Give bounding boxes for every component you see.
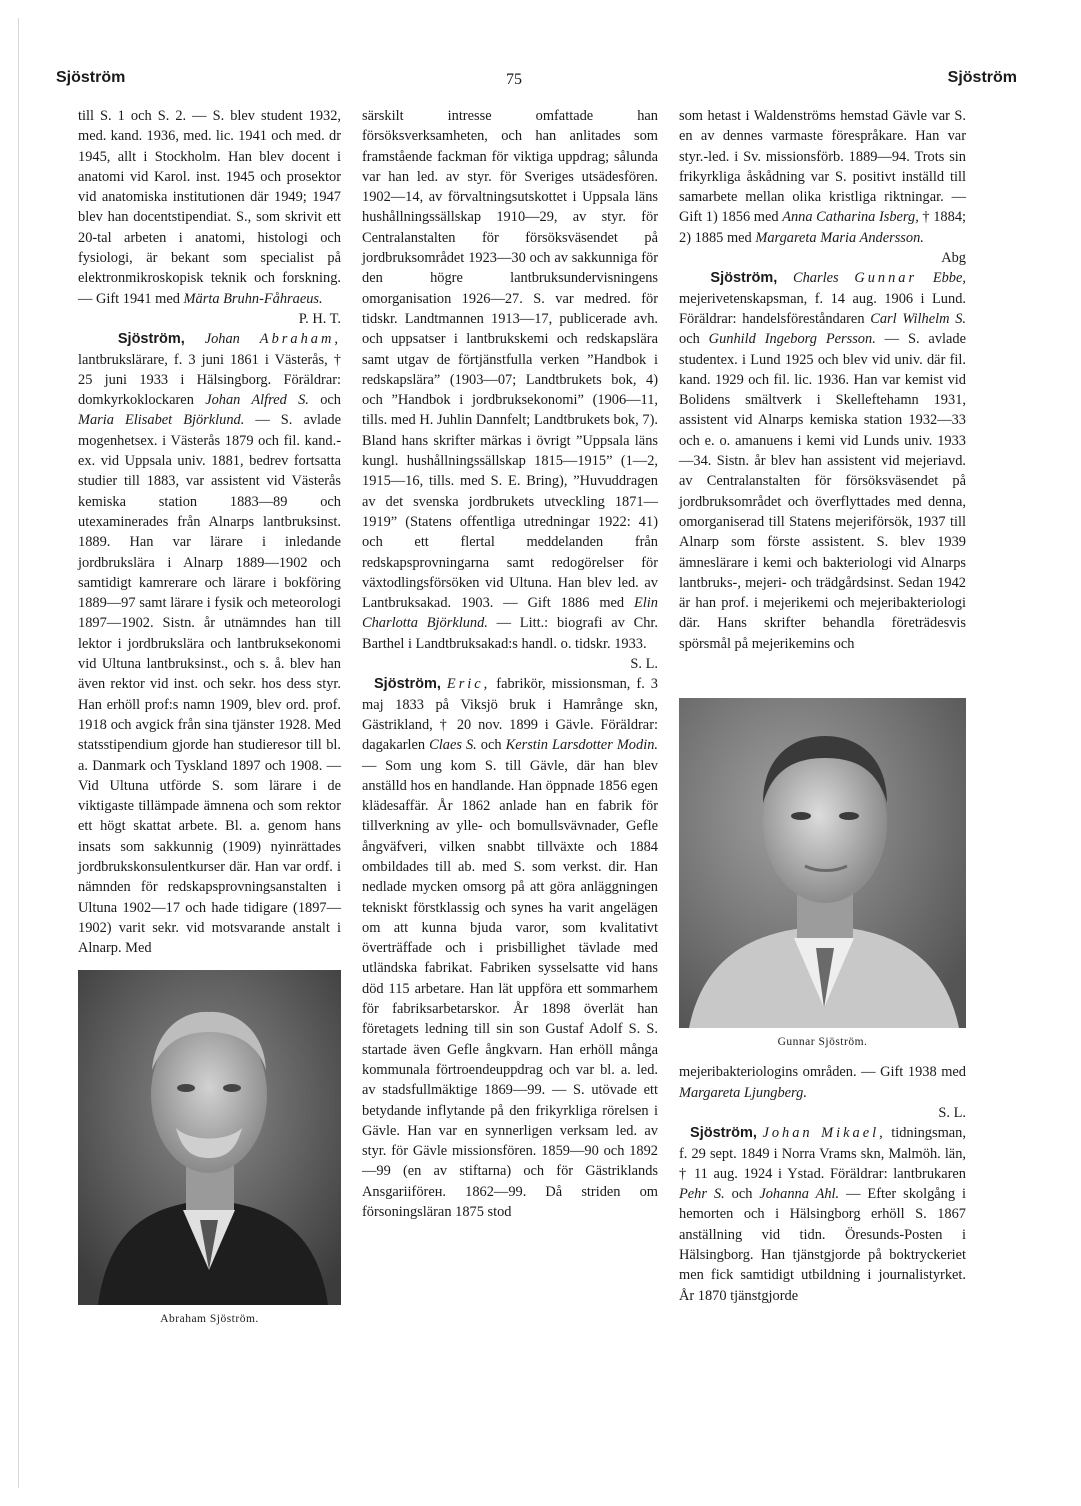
entry-surname: Sjöström, [374,676,441,693]
entry-surname: Sjöström, [690,1125,757,1142]
page-number: 75 [506,71,522,88]
column-3 [679,106,966,1306]
mother-name: Gunhild Ingeborg Persson. [708,331,876,348]
given-name: Ebbe, [932,270,966,287]
entry-gunnar [679,268,966,654]
entry-abraham-continued [362,106,658,654]
mother-name: Kerstin Larsdotter Modin. [505,737,658,754]
entry-text: — S. avlade studentex. i Lund 1925 och blev vid univ. där fil. kand. 1929 och fil. lic. 1936. Han var kemist vid Bolidens smältverk i Skelleftehamn 1931, assistent vid Alnarps kemiska station 1932—33 och e. o. amanuens i kemi vid Lunds univ. 1933—34. Sistn. år blev han assistent vid mejeriavd. av Centralanstalten för försöksväsendet på jordbruksområdet och överflyttades med denna, omorganiserad till Statens mejeriförsök, 1937 till Alnarp som förste assistent. S. blev 1939 ämneslärare i kemi och bakteriologi vid Alnarps lantbruks-, mejeri- och trädgårdsinst. Sedan 1942 är han prof. i mejerikemi och mejeribakteriologi där. Hans skrifter behandla företrädesvis spörsmål på mejerikemins och [679,331,966,652]
entry-text: mejeribakteriologins områden. — Gift 1938 med [679,1064,966,1081]
portrait-photo [679,698,966,1028]
running-header [56,69,1017,93]
mother-name: Johanna Ahl. [759,1186,840,1203]
entry-text: † 1884; 2) 1885 med [679,209,967,246]
author-signature: S. L. [630,656,658,673]
header-left-title: Sjöström [56,69,126,86]
entry-text: mejerivetenskapsman, f. 14 aug. 1906 i Lund. Föräldrar: handelsföreståndaren [679,290,966,327]
portrait-caption: Abraham Sjöström. [160,1313,259,1326]
conjunction: och [679,331,709,348]
called-name: Abraham, [259,331,341,348]
header-right-title: Sjöström [947,69,1017,86]
called-name: Gunnar [854,270,918,287]
entry-johan-mikael [679,1123,966,1306]
entry-text: särskilt intresse omfattade han försöksverksamheten, och han anlitades som framstående fackman för viktiga uppdrag; sålunda var han led. av styr. för Sveriges utsädesfören. 1902—14, av förvaltningsutskottet i Uppsala läns hushållningssällskap 1910—29, av styr. för Centralanstalten för försöksväsendet på jordbruksområdet 1923—30 och av sakkunniga för den högre lantbruksundervisningens omorganisation 1926—27. S. var medred. för tidskr. Landtmannen 1913—17, publicerade avh. och uppsatser i lantbrukskemi och redskapslära samt utgav de förtjänstfulla verken ”Handbok i redskapslära” (1903—07; Landtbrukets bok, 4) och ”Handbok i jordbruksekonomi” (1906—11, tills. med H. Juhlin Dannfelt; Landtbrukets bok, 7). Bland hans skrifter märkas i övrigt ”Uppsala läns kungl. hushållningssällskap 1815—1915” (1—2, 1915—16, tills. med S. E. Bring), ”Huvuddragen av det svenska jordbrukets utveckling 1871—1919” (Statens offentliga utredningar 1922: 41) och ett flertal meddelanden från redskapsprovningarna samt redogörelser för växtodlingsförsöken vid Ultuna. Han blev led. av Lantbruksakad. 1903. — Gift 1886 med [362,108,658,612]
entry-text: — Som ung kom S. till Gävle, där han blev anställd hos en handlande. Han öppnade 1856 egen klädesaffär. År 1862 anlade han en fabrik för tillverkning av ylle- och bomullsvävnader, Gefle ångväfveri, vilken snabbt tillväxte och 1884 ombildades till ab. med S. som verkst. dir. Han nedlade mycken omsorg på att göra anläggningen tekniskt förstklassig och synes ha varit angelägen om att kunna bjuda varor, som kvalitativt överträffade och i prisbillighet tävlade med utländska fabrikat. Fabriken sysselsatte vid hans död 115 arbetare. Han lät uppföra ett sommarhem för fabriksarbetarskor. År 1898 överlät han företagets ledning till sin son Gustaf Adolf S. S. startade även Gefle ångkvarn. Han erhöll många kommunala förtroendeuppdrag och var bl. a. led. av stadsfullmäktige 1869—99. — S. utövade ett betydande inflytande på den frikyrkliga rörelsen i Gävle. Han var en synnerligen verksam led. av styr. för Gävle missionsfören. 1859—90 och 1892—99 (en av stiftarna) och för Gästriklands Ansgariiförен. 1862—99. Då striden om försoningsläran 1875 stod [362,757,658,1221]
portrait-image [78,970,341,1305]
given-name: Charles [793,270,839,287]
spouse-name: Elin Charlotta Björklund. [362,595,658,632]
spouse-name: Margareta Ljungberg. [679,1084,807,1101]
entry-text: tidningsman, f. 29 sept. 1849 i Norra Vrams skn, Malmöh. län, † 11 aug. 1924 i Ystad. Föräldrar: lantbrukaren [679,1125,966,1182]
conjunction: och [308,392,341,409]
entry-text: — S. avlade mogenhetsex. i Västerås 1879 och fil. kand.-ex. vid Uppsala univ. 1881, bedrev fortsatta studier till 1883, var assistent vid Västerås kemiska station 1883—89 och utexaminerades från Alnarps lantbruksinst. 1889. Han var lärare i inledande jordbrukslära i Alnarp 1889—1902 och samtidigt kamrerare och lärare i bokföring 1889—97 samt lärare i fysik och meteorologi 1897—1902. Sistn. år utnämndes han till lektor i jordbrukslära och lantbruksekonomi vid Ultuna lantbruksinst., och s. å. blev han även rektor vid inst. och sekr. hos dess styr. Han erhöll prof:s namn 1909, blev ord. prof. 1918 och avgick från sina tjänster 1928. Med statsstipendium gjorde han studieresor till bl. a. Danmark och Tyskland 1897 och 1908. — Vid Ultuna utförde S. som lärare i de viktigaste tillämpade ämnena och som rektor ett högt skattat arbete. Bl. a. genom hans insats som sakkunnig (1909) nyinrättades jordbrukskonsulentkurser där. Han var ordf. i nämnden för redskapsprovningsanstalten i Ultuna 1902—17 och hade tidigare (1897—1902) varit sekr. vid motsvarande anstalt i Alnarp. Med [78,412,341,957]
entry-text: till S. 1 och S. 2. — S. blev student 1932, med. kand. 1936, med. lic. 1941 och med. dr 1945, allt i Stockholm. Han blev docent i anatomi vid Karol. inst. 1945 och prosektor vid anatomiska institutionen där 1949; 1947 blev han docentstipendiat. S., som skrivit ett 20-tal arbeten i anatomi, histologi och fysiologi, är bekant som specialist på elektronmikroskopisk teknik och forskning. — Gift 1941 med [78,108,341,307]
entry-text: som hetast i Waldenströms hemstad Gävle var S. en av dennes varmaste förespråkare. Han var styr.-led. i Sv. missionsförb. 1889—94. Trots sin frikyrkliga åskådning var S. positivt inställd till samarbete mellan olika kristliga riktningar. — Gift 1) 1856 med [679,108,966,226]
father-name: Pehr S. [679,1186,725,1203]
portrait-photo [78,970,341,1305]
conjunction: och [724,1186,760,1203]
father-name: Claes S. [429,737,477,754]
portrait-gunnar [679,698,966,1052]
father-name: Carl Wilhelm S. [870,310,966,327]
mother-name: Maria Elisabet Björklund. [78,412,245,429]
entry-gunnar-continued [679,1062,966,1103]
entry-text: — Efter skolgång i hemorten och i Hälsingborg erhöll S. 1867 anställning vid tidn. Öresunds-Posten i Hälsingborg. Han tjänstgjorde på boktryckeriet men fick samtidigt utbildning i journalistyrket. År 1870 tjänstgjorde [679,1186,966,1304]
author-signature: Abg [941,250,966,267]
called-name: Johan Mikael, [762,1125,886,1142]
entry-surname: Sjöström, [710,270,778,287]
entry-text: lantbrukslärare, f. 3 juni 1861 i Västerås, † 25 juni 1933 i Hälsingborg. Föräldrar: domkyrkoklockaren [78,351,341,409]
entry-eric-continued [679,106,966,248]
entry-abraham [78,329,341,958]
entry-eric [362,674,658,1222]
spouse-name: Margareta Maria Andersson. [755,229,924,246]
father-name: Johan Alfred S. [205,392,309,409]
spouse-name: Märta Bruhn-Fåhraeus. [183,290,323,307]
entry-text: — Litt.: biografi av Chr. Barthel i Landtbruksakad:s handl. o. tidskr. 1933. [362,615,658,652]
entry-continuation [78,106,341,309]
given-name: Johan [204,331,240,348]
author-signature: P. H. T. [298,310,341,327]
spouse-name: Anna Catharina Isberg, [782,209,919,226]
author-signature: S. L. [938,1104,966,1121]
called-name: Eric, [446,676,491,693]
column-1 [78,106,341,1330]
entry-surname: Sjöström, [117,331,185,348]
conjunction: och [476,737,506,754]
portrait-abraham [78,970,341,1329]
entry-text: fabrikör, missionsman, f. 3 maj 1833 på Viksjö bruk i Hamrånge skn, Gästrikland, † 20 nov. 1899 i Gävle. Föräldrar: dagakarlen [362,676,658,754]
portrait-image [679,698,966,1028]
portrait-caption: Gunnar Sjöström. [777,1036,868,1049]
column-2 [362,106,658,1222]
